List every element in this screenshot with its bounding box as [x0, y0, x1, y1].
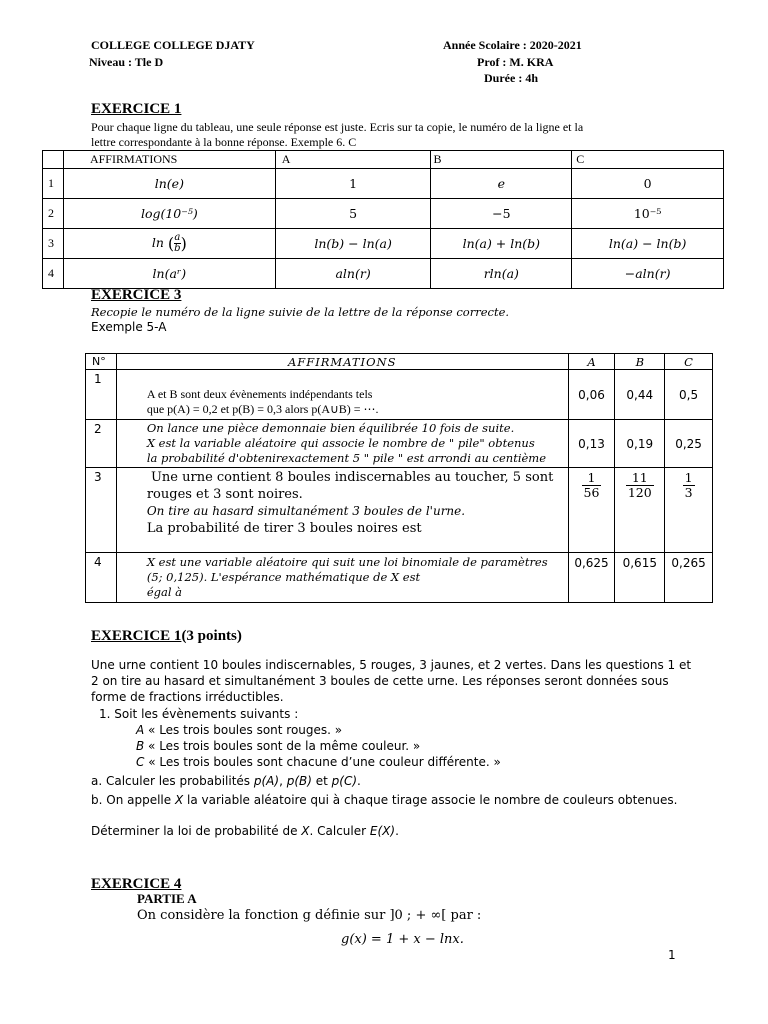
answer-b-cell: 0,615 — [615, 553, 665, 603]
affirmation-line: X est une variable aléatoire qui suit une loi binomiale de paramètres — [146, 555, 548, 569]
event-letter: C — [136, 755, 145, 769]
answer-c-cell: 0,25 — [665, 420, 713, 468]
exercise-1-row — [43, 169, 724, 199]
part-a-title: PARTIE A — [137, 891, 197, 906]
header-a: A — [568, 354, 615, 370]
exercise-1b-title-text: EXERCICE 1 — [91, 628, 182, 644]
answer-b-cell: 0,44 — [615, 370, 665, 420]
exercise-3-instruction-line1: Recopie le numéro de la ligne suivie de la lettre de la réponse correcte. — [91, 305, 510, 319]
answer-c-cell: 0 — [572, 169, 724, 199]
affirmation-cell: ln(e) — [63, 169, 275, 199]
exercise-3-row — [86, 553, 713, 603]
school-year: Année Scolaire : 2020-2021 — [443, 38, 582, 52]
answer-a-cell: 0,13 — [568, 420, 615, 468]
answer-b-cell: e — [431, 169, 572, 199]
answer-c-fraction — [683, 471, 695, 500]
event-c — [136, 755, 501, 769]
fraction-numerator: 11 — [626, 471, 654, 486]
affirmation-line: égal à — [146, 585, 183, 599]
exercise-3-header-row — [86, 354, 713, 370]
answer-b-cell: rln(a) — [431, 259, 572, 289]
event-letter: B — [136, 739, 145, 753]
answer-a-cell — [568, 468, 615, 553]
affirmation-cell: log(10⁻⁵) — [63, 199, 275, 229]
exercise-1-row — [43, 229, 724, 259]
exercise-1-title: EXERCICE 1 — [91, 101, 182, 117]
fraction-denominator: 3 — [684, 485, 693, 500]
answer-c-cell: 10⁻⁵ — [572, 199, 724, 229]
exercise-1-row — [43, 259, 724, 289]
page-number: 1 — [668, 948, 676, 962]
header-c: C — [665, 354, 713, 370]
row-number: 2 — [43, 199, 64, 229]
answer-a-cell: ln(b) − ln(a) — [275, 229, 431, 259]
exercise-1b-points: (3 points) — [181, 628, 242, 644]
exercise-3-row — [86, 468, 713, 553]
question-a — [91, 774, 361, 788]
header-affirmations: AFFIRMATIONS — [63, 151, 275, 169]
affirmation-line: La probabilité de tirer 3 boules noires est — [146, 521, 422, 536]
exercise-1b-title — [91, 628, 242, 645]
affirmation-line: rouges et 3 sont noires. — [146, 487, 303, 502]
answer-c-cell: ln(a) − ln(b) — [572, 229, 724, 259]
fraction-denominator: b — [174, 243, 181, 254]
answer-a-fraction — [582, 471, 602, 500]
exercise-3-title: EXERCICE 3 — [91, 287, 182, 303]
affirmation-cell — [116, 553, 568, 603]
fraction-numerator: 1 — [684, 470, 693, 485]
row-number: 3 — [86, 468, 117, 553]
expectation: E(X) — [369, 824, 396, 838]
affirmation-line: (5; 0,125). L'espérance mathématique de X est — [146, 570, 421, 584]
school-name: COLLEGE COLLEGE DJATY — [91, 38, 255, 52]
fraction-denominator: 56 — [583, 485, 600, 500]
function-g-formula: g(x) = 1 + x − lnx. — [341, 932, 464, 947]
affirmation-line: que p(A) = 0,2 et p(B) = 0,3 alors p(A∪B) = ⋯. — [146, 402, 379, 416]
prob-b: p(B) — [286, 774, 312, 788]
row-number: 4 — [86, 553, 117, 603]
affirmation-line: la probabilité d'obtenirexactement 5 " pile " est arrondi au centième — [146, 451, 547, 465]
separator: . — [357, 774, 361, 788]
separator: , — [279, 774, 287, 788]
exercise-1b-paragraph-line3: forme de fractions irréductibles. — [91, 690, 284, 704]
exercise-1-instruction-line1: Pour chaque ligne du tableau, une seule réponse est juste. Ecris sur ta copie, le numéro de la ligne et la — [91, 120, 584, 134]
exercise-1b-paragraph-line2: 2 on tire au hasard et simultanément 3 boules de cette urne. Les réponses seront données sous — [91, 674, 669, 688]
exam-duration: Durée : 4h — [484, 71, 538, 85]
question-text: a. Calculer les probabilités — [91, 774, 254, 788]
question-text: Déterminer la loi de probabilité de — [91, 824, 302, 838]
exercise-4-title: EXERCICE 4 — [91, 876, 182, 892]
answer-b-fraction — [626, 471, 654, 500]
answer-b-cell: −5 — [431, 199, 572, 229]
prob-c: p(C) — [331, 774, 358, 788]
prob-a: p(A) — [253, 774, 280, 788]
answer-b-cell: ln(a) + ln(b) — [431, 229, 572, 259]
affirmation-cell — [116, 468, 568, 553]
open-paren: ( — [167, 234, 175, 253]
row-number: 1 — [86, 370, 117, 420]
header-b: B — [431, 151, 572, 169]
row-number: 3 — [43, 229, 64, 259]
affirmation-line: X est la variable aléatoire qui associe le nombre de " pile" obtenus — [146, 436, 535, 450]
answer-a-cell: 0,06 — [568, 370, 615, 420]
exercise-1-instruction-line2: lettre correspondante à la bonne réponse. Exemple 6. C — [91, 135, 357, 149]
answer-a-cell: aln(r) — [275, 259, 431, 289]
affirmation-cell — [116, 370, 568, 420]
answer-c-cell: 0,265 — [665, 553, 713, 603]
question-text: . Calculer — [309, 824, 370, 838]
answer-c-cell: −aln(r) — [572, 259, 724, 289]
event-a — [136, 723, 342, 737]
question-text: b. On appelle — [91, 793, 175, 807]
header-number: N° — [86, 354, 117, 370]
row-number: 4 — [43, 259, 64, 289]
affirmation-cell — [63, 229, 275, 259]
affirmation-line: On lance une pièce demonnaie bien équilibrée 10 fois de suite. — [146, 421, 515, 435]
exercise-3-row — [86, 420, 713, 468]
close-paren: ) — [180, 234, 187, 253]
exercise-4-statement: On considère la fonction g définie sur ]0 ; + ∞[ par : — [137, 908, 482, 923]
event-letter: A — [136, 723, 145, 737]
question-law — [91, 824, 399, 838]
exercise-1b-paragraph-line1: Une urne contient 10 boules indiscernables, 5 rouges, 3 jaunes, et 2 vertes. Dans les questions 1 et — [91, 658, 692, 672]
answer-a-cell: 0,625 — [568, 553, 615, 603]
event-b — [136, 739, 420, 753]
question-1: 1. Soit les évènements suivants : — [99, 707, 299, 721]
separator: et — [311, 774, 332, 788]
header-affirmations: AFFIRMATIONS — [116, 354, 568, 370]
header-b: B — [615, 354, 665, 370]
affirmation-line: Une urne contient 8 boules indiscernables au toucher, 5 sont — [146, 470, 554, 485]
exercise-3-row — [86, 370, 713, 420]
variable-x: X — [174, 793, 184, 807]
event-text: « Les trois boules sont chacune d’une couleur différente. » — [144, 755, 501, 769]
fraction-numerator: a — [174, 232, 181, 243]
answer-c-cell — [665, 468, 713, 553]
affirmation-cell: ln(aʳ) — [63, 259, 275, 289]
exercise-1-header-row — [43, 151, 724, 169]
affirmation-line: A et B sont deux évènements indépendants tels — [146, 387, 373, 401]
exercise-3-instruction-line2: Exemple 5-A — [91, 320, 167, 334]
answer-c-cell: 0,5 — [665, 370, 713, 420]
header-a: A — [275, 151, 431, 169]
question-b — [91, 793, 677, 807]
answer-b-cell — [615, 468, 665, 553]
teacher-name: Prof : M. KRA — [477, 55, 554, 69]
row-number: 1 — [43, 169, 64, 199]
class-level: Niveau : Tle D — [89, 55, 164, 69]
answer-a-cell: 1 — [275, 169, 431, 199]
fraction-denominator: 120 — [627, 485, 652, 500]
affirmation-line: On tire au hasard simultanément 3 boules de l'urne. — [146, 504, 466, 518]
exercise-3-table — [85, 353, 713, 603]
exercise-1-row — [43, 199, 724, 229]
header-c: C — [572, 151, 724, 169]
affirmation-cell — [116, 420, 568, 468]
row-number: 2 — [86, 420, 117, 468]
exercise-1-table — [42, 150, 724, 289]
event-text: « Les trois boules sont rouges. » — [144, 723, 343, 737]
question-text: la variable aléatoire qui à chaque tirage associe le nombre de couleurs obtenues. — [183, 793, 678, 807]
header-cell-empty — [43, 151, 64, 169]
separator: . — [395, 824, 399, 838]
answer-a-cell: 5 — [275, 199, 431, 229]
ln-prefix: ln — [151, 235, 164, 250]
answer-b-cell: 0,19 — [615, 420, 665, 468]
fraction-numerator: 1 — [582, 471, 602, 486]
event-text: « Les trois boules sont de la même couleur. » — [144, 739, 421, 753]
variable-x: X — [301, 824, 310, 838]
